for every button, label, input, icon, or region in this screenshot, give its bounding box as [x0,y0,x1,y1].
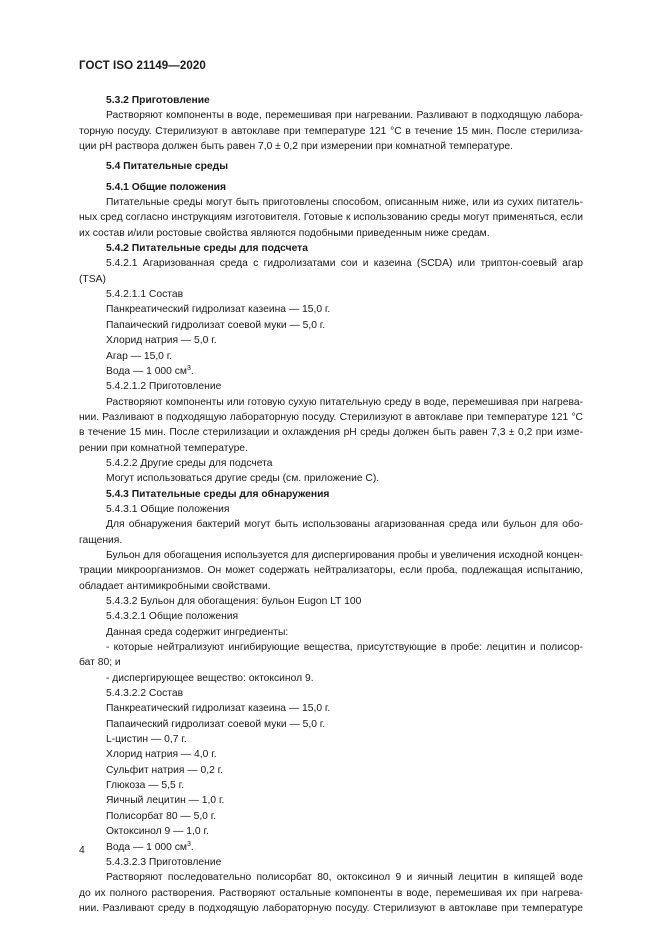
text-line: нии. Разливают среду в подходящую лабораторную посуду. Стерилизуют в автоклаве при температуре [79,902,583,914]
text-run: Вода — 1 000 см [106,841,187,853]
text-line: L-цистин — 0,7 г. [106,734,187,746]
text-line: 5.4.3.2 Бульон для обогащения: бульон Eugon LT 100 [106,596,362,607]
section-heading: 5.4 Питательные среды [106,161,228,173]
text-line: ции рН раствора должен быть равен 7,0 ± 0,2 при измерении при комнатной температуре. [79,141,513,153]
text-line: 5.4.3.1 Общие положения [106,503,230,515]
text-line: трации микроорганизмов. Он может содержать нейтрализаторы, если проба, подлежащая испытанию, [79,565,583,577]
text-line: 5.4.2.1 Агаризованная среда с гидролизатами сои и казеина (SCDA) или триптон-соевый агар [106,258,583,270]
text-line: Панкреатический гидролизат казеина — 15,0 г. [106,304,331,316]
text-line: Глюкоза — 5,5 г. [106,780,184,792]
section-heading: 5.3.2 Приготовление [106,95,210,106]
text-line: рении при комнатной температуре. [79,442,248,454]
document-header: ГОСТ ISO 21149—2020 [79,60,206,72]
text-line: Панкреатический гидролизат казеина — 15,0 г. [106,703,331,715]
text-line: ных сред согласно инструкциям изготовителя. Готовые к использованию среды могут применяться, если [79,212,583,224]
text-line: Папаический гидролизат соевой муки — 5,0 г. [106,718,326,730]
text-line: Данная среда содержит ингредиенты: [106,626,289,638]
text-line: Растворяют последовательно полисорбат 80, октоксинол 9 и яичный лецитин в кипящей воде [106,872,583,884]
text-line: 5.4.2.2 Другие среды для подсчета [106,457,273,469]
text-line: их состав и/или ростовые свойства являются подобными приведенным ниже средам. [79,227,490,239]
text-line: Октоксинол 9 — 1,0 г. [106,826,209,838]
text-run: . [190,841,194,853]
text-line: Папаический гидролизат соевой муки — 5,0 г. [106,319,326,331]
text-line: в течение 15 мин. После стерилизации и охлаждения рН среды должен быть равен 7,3 ± 0,2 при изме- [79,427,583,439]
text-line: нии. Разливают в подходящую лабораторную посуду. Стерилизуют в автоклаве при температуре 121 °С [79,411,583,423]
text-line: Растворяют компоненты в воде, перемешивая при нагревании. Разливают в подходящую лабора- [106,110,583,122]
text-line: Растворяют компоненты или готовую сухую питательную среду в воде, перемешивая при нагрева- [106,396,583,408]
section-heading: 5.4.3 Питательные среды для обнаружения [106,488,330,500]
text-line: до их полного растворения. Растворяют остальные компоненты в воде, перемешивая их при нагрева- [79,887,583,899]
text-line: 5.4.3.2.3 Приготовление [106,856,222,868]
text-line: (TSA) [79,273,106,285]
text-line: обладает антимикробными свойствами. [79,580,271,592]
text-line: Хлорид натрия — 5,0 г. [106,335,217,347]
superscript: 3 [186,840,191,848]
text-line: Хлорид натрия — 4,0 г. [106,749,217,761]
text-line: бат 80; и [79,657,121,669]
text-line: Бульон для обогащения используется для диспергирования пробы и увеличения исходной концен- [106,549,583,561]
superscript: 3 [186,364,191,372]
text-line: Яичный лецитин — 1,0 г. [106,795,225,807]
text-line: - которые нейтрализуют ингибирующие вещества, присутствующие в пробе: лецитин и полисор- [106,642,583,654]
text-line: Для обнаружения бактерий могут быть использованы агаризованная среда или бульон для обо- [106,519,583,531]
page-number: 4 [79,845,85,856]
text-line [79,840,583,855]
text-line [79,364,583,379]
text-line: - диспергирующее вещество: октоксинол 9. [106,672,314,684]
text-line: Полисорбат 80 — 5,0 г. [106,810,217,822]
section-heading: 5.4.2 Питательные среды для подсчета [106,243,308,255]
text-line: Сульфит натрия — 0,2 г. [106,764,224,776]
text-line: 5.4.2.1.2 Приготовление [106,381,222,393]
text-line: 5.4.3.2.2 Состав [106,688,184,700]
text-line: 5.4.2.1.1 Состав [106,289,184,301]
text-run: Вода — 1 000 см [106,365,187,377]
document-body [79,93,583,916]
text-line: торную посуду. Стерилизуют в автоклаве при температуре 121 °С в течение 15 мин. После стерилиза- [79,125,583,137]
text-line: 5.4.3.2.1 Общие положения [106,611,239,623]
text-run: . [190,365,194,377]
section-heading: 5.4.1 Общие положения [106,181,226,193]
text-line: гащения. [79,534,123,546]
text-line: Агар — 15,0 г. [106,350,173,362]
text-line: Могут использоваться другие среды (см. приложение С). [106,473,380,485]
text-line: Питательные среды могут быть приготовлены способом, описанным ниже, или из сухих питатель- [106,197,583,209]
